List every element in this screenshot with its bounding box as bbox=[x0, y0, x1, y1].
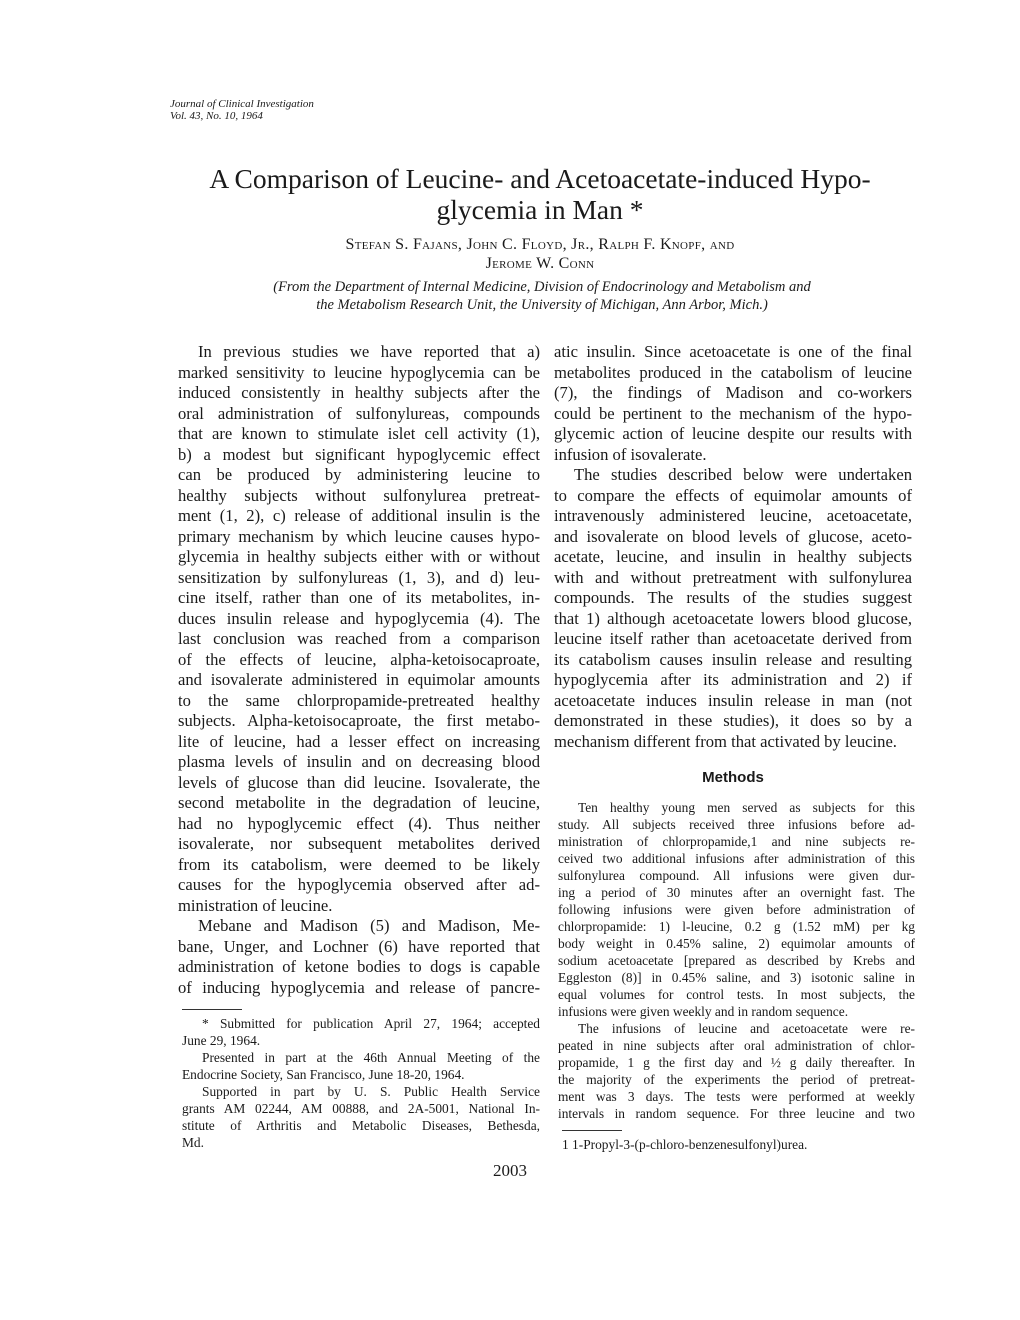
text-line: levels of glucose than did leucine. Isovalerate, the bbox=[178, 772, 540, 792]
text-line: infusions were given weekly and in random sequence. bbox=[558, 1004, 849, 1019]
text-line: following infusions were given before administration of bbox=[558, 902, 915, 917]
text-line: metabolites produced in the catabolism of leucine bbox=[554, 362, 912, 382]
text-line: grants AM 02244, AM 00888, and 2A-5001, National In- bbox=[182, 1101, 540, 1116]
text-line: isovalerate, nor subsequent metabolites derived bbox=[178, 834, 540, 853]
journal-citation bbox=[170, 98, 314, 122]
author-list bbox=[240, 235, 840, 273]
author-line: Jerome W. Conn bbox=[485, 255, 595, 272]
text-line: primary mechanism by which leucine causes hypo- bbox=[178, 526, 540, 546]
text-line: (7), the findings of Madison and co-workers bbox=[554, 383, 912, 402]
text-line: June 29, 1964. bbox=[182, 1033, 261, 1048]
text-line: ment (1, 2), c) release of additional insulin is the bbox=[178, 506, 540, 525]
text-line: of inducing hypoglycemia and release of pancre- bbox=[178, 977, 540, 997]
author-line: Stefan S. Fajans, John C. Floyd, Jr., Ralph F. Knopf, and bbox=[345, 236, 735, 253]
text-line: its catabolism causes insulin release and resulting bbox=[554, 649, 912, 669]
right-column-body bbox=[554, 342, 912, 752]
text-line: of the effects of leucine, alpha-ketoisocaproate, bbox=[178, 649, 540, 669]
text-line: equal volumes for control tests. In most subjects, the bbox=[558, 987, 915, 1002]
affiliation bbox=[222, 278, 862, 314]
text-line: infusion of isovalerate. bbox=[554, 444, 707, 464]
text-line: the majority of the experiments the period of pretreat- bbox=[558, 1072, 915, 1087]
text-line: ceived two additional infusions after administration of this bbox=[558, 851, 915, 866]
methods-body bbox=[558, 799, 915, 1122]
text-line: leucine itself rather than acetoacetate derived from bbox=[554, 629, 912, 648]
text-line: peated in nine subjects after oral administration of chlor- bbox=[558, 1038, 915, 1053]
text-line: sensitization by sulfonylureas (1, 3), and d) leu- bbox=[178, 567, 540, 587]
text-line: that 1) although acetoacetate lowers blood glucose, bbox=[554, 608, 912, 628]
text-line: could be pertinent to the mechanism of the hypo- bbox=[554, 403, 912, 423]
journal-volume: Vol. 43, No. 10, 1964 bbox=[170, 110, 263, 122]
text-line: plasma levels of insulin and on decreasing blood bbox=[178, 752, 540, 771]
text-line: b) a modest but significant hypoglycemic effect bbox=[178, 444, 540, 464]
text-line: Ten healthy young men served as subjects for this bbox=[578, 800, 915, 815]
text-line: Eggleston (8)] in 0.45% saline, and 3) isotonic saline in bbox=[558, 970, 915, 985]
article-title bbox=[200, 163, 880, 225]
text-line: glycemic action of leucine despite our results with bbox=[554, 424, 912, 443]
text-line: healthy subjects without sulfonylurea pretreat- bbox=[178, 485, 540, 505]
text-line: subjects. Alpha-ketoisocaproate, the first metabo- bbox=[178, 711, 540, 730]
journal-name: Journal of Clinical Investigation bbox=[170, 98, 314, 110]
text-line: Presented in part at the 46th Annual Meeting of the bbox=[202, 1050, 540, 1065]
page-number: 2003 bbox=[493, 1161, 527, 1180]
text-line: stitute of Arthritis and Metabolic Diseases, Bethesda, bbox=[182, 1118, 540, 1133]
text-line: The studies described below were undertaken bbox=[574, 465, 912, 484]
text-line: that are known to stimulate islet cell activity (1), bbox=[178, 424, 540, 443]
text-line: marked sensitivity to leucine hypoglycemia can be bbox=[178, 362, 540, 382]
right-footnote bbox=[562, 1136, 912, 1153]
text-line: * Submitted for publication April 27, 1964; accepted bbox=[202, 1016, 540, 1031]
footnote-divider bbox=[182, 1009, 242, 1010]
text-line: from its catabolism, were deemed to be likely bbox=[178, 854, 540, 874]
left-footnotes bbox=[182, 1015, 540, 1151]
text-line: Md. bbox=[182, 1135, 204, 1150]
text-line: ministration of chlorpropamide,1 and nine subjects re- bbox=[558, 834, 915, 849]
text-line: ment was 3 days. The tests were performed at weekly bbox=[558, 1089, 915, 1104]
affiliation-line: the Metabolism Research Unit, the University of Michigan, Ann Arbor, Mich.) bbox=[316, 297, 768, 313]
text-line: acetate, leucine, and insulin in healthy subjects bbox=[554, 547, 912, 566]
title-line: glycemia in Man * bbox=[436, 194, 644, 225]
text-line: intervals in random sequence. For three leucine and two bbox=[558, 1106, 915, 1121]
affiliation-line: (From the Department of Internal Medicine, Division of Endocrinology and Metabolism and bbox=[273, 279, 811, 295]
text-line: can be produced by administering leucine to bbox=[178, 465, 540, 484]
text-line: Supported in part by U. S. Public Health Service bbox=[202, 1084, 540, 1099]
text-line: administration of ketone bodies to dogs is capable bbox=[178, 957, 540, 976]
text-line: Mebane and Madison (5) and Madison, Me- bbox=[198, 916, 540, 935]
text-line: and isovalerate administered in equimolar amounts bbox=[178, 670, 540, 689]
footnote-line: 1 1-Propyl-3-(p-chloro-benzenesulfonyl)urea. bbox=[562, 1137, 808, 1152]
text-line: cine itself, rather than one of its metabolites, in- bbox=[178, 588, 540, 607]
text-line: to the same chlorpropamide-pretreated healthy bbox=[178, 690, 540, 710]
text-line: last conclusion was reached from a comparison bbox=[178, 629, 540, 648]
text-line: to compare the effects of equimolar amounts of bbox=[554, 485, 912, 505]
text-line: second metabolite in the degradation of leucine, bbox=[178, 793, 540, 812]
methods-heading: Methods bbox=[702, 769, 764, 786]
text-line: compounds. The results of the studies suggest bbox=[554, 588, 912, 607]
text-line: In previous studies we have reported that a) bbox=[198, 342, 540, 361]
text-line: bane, Unger, and Lochner (6) have reported that bbox=[178, 936, 540, 956]
text-line: ing a period of 30 minutes after an overnight fast. The bbox=[558, 885, 915, 900]
text-line: The infusions of leucine and acetoacetate were re- bbox=[578, 1021, 915, 1036]
text-line: sulfonylurea compound. All infusions were given dur- bbox=[558, 868, 915, 883]
text-line: with and without pretreatment with sulfonylurea bbox=[554, 567, 912, 587]
text-line: intravenously administered leucine, acetoacetate, bbox=[554, 506, 912, 525]
footnote-divider bbox=[562, 1130, 622, 1131]
text-line: hypoglycemia after its administration and 2) if bbox=[554, 670, 912, 689]
left-column-body bbox=[178, 342, 540, 998]
text-line: oral administration of sulfonylureas, compounds bbox=[178, 403, 540, 423]
text-line: induced consistently in healthy subjects after the bbox=[178, 383, 540, 402]
text-line: ministration of leucine. bbox=[178, 895, 333, 915]
text-line: causes for the hypoglycemia observed after ad- bbox=[178, 875, 540, 894]
text-line: body weight in 0.45% saline, 2) equimolar amounts of bbox=[558, 936, 915, 951]
text-line: glycemia in healthy subjects either with or without bbox=[178, 547, 540, 566]
text-line: study. All subjects received three infusions before ad- bbox=[558, 817, 915, 832]
text-line: atic insulin. Since acetoacetate is one of the final bbox=[554, 342, 912, 361]
text-line: mechanism different from that activated by leucine. bbox=[554, 731, 897, 751]
text-line: acetoacetate induces insulin release in man (not bbox=[554, 690, 912, 710]
text-line: and isovalerate on blood levels of glucose, aceto- bbox=[554, 526, 912, 546]
text-line: propamide, 1 g the first day and ½ g daily thereafter. In bbox=[558, 1055, 915, 1070]
text-line: Endocrine Society, San Francisco, June 18-20, 1964. bbox=[182, 1067, 465, 1082]
text-line: chlorpropamide: 1) l-leucine, 0.2 g (1.52 mM) per kg bbox=[558, 919, 915, 934]
title-line: A Comparison of Leucine- and Acetoacetate-induced Hypo- bbox=[209, 163, 871, 194]
text-line: duces insulin release and hypoglycemia (4). The bbox=[178, 608, 540, 628]
text-line: lite of leucine, had a lesser effect on increasing bbox=[178, 731, 540, 751]
text-line: had no hypoglycemic effect (4). Thus neither bbox=[178, 813, 540, 833]
text-line: sodium acetoacetate [prepared as described by Krebs and bbox=[558, 953, 915, 968]
text-line: demonstrated in these studies), it does so by a bbox=[554, 711, 912, 730]
